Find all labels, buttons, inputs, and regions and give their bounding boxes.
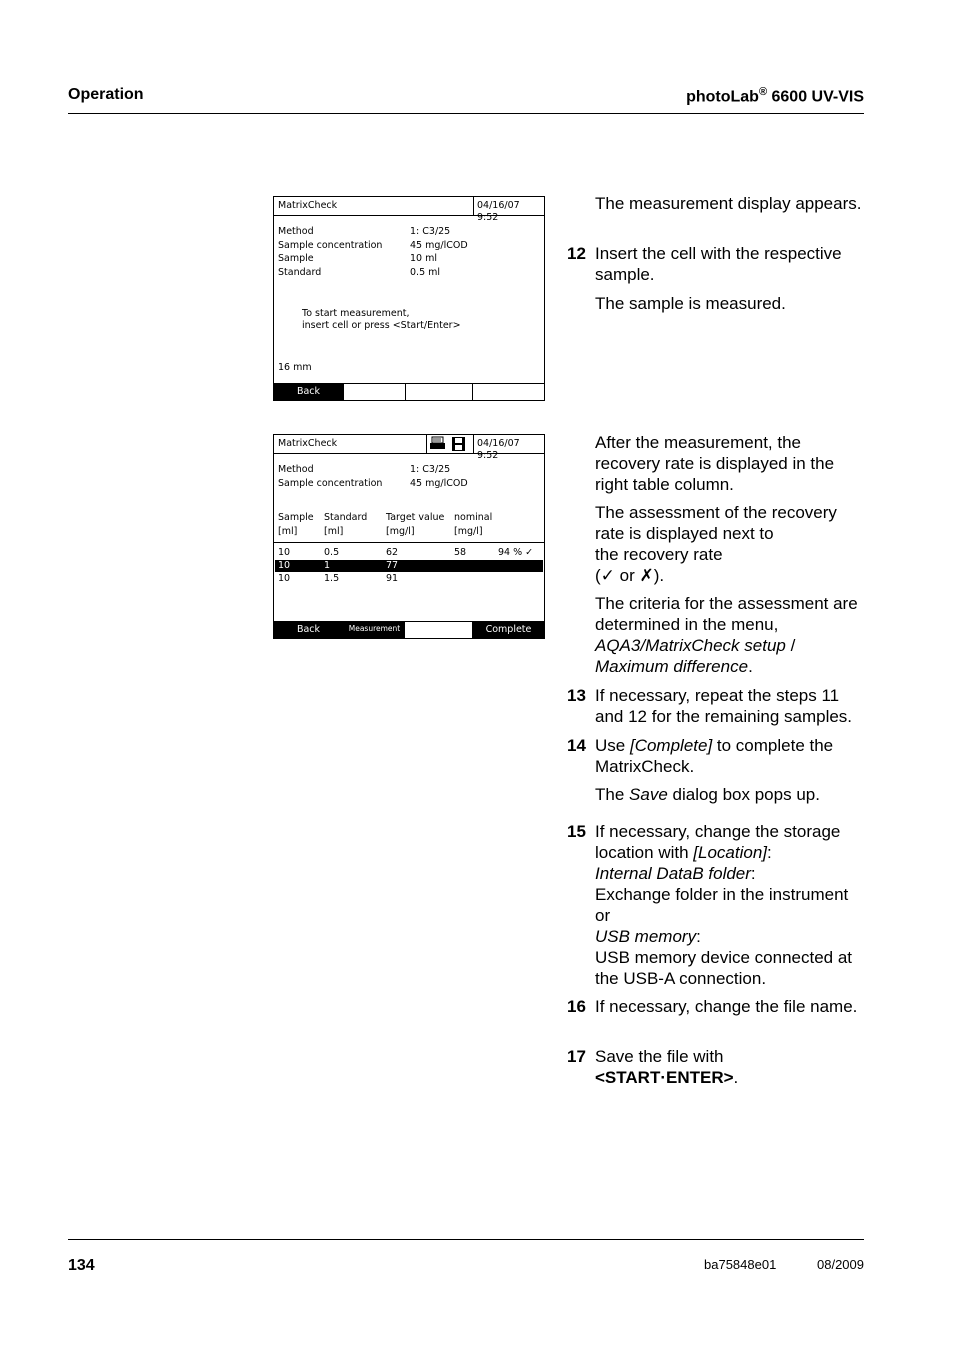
registered-mark: ® xyxy=(758,86,768,98)
dialog-ref: Save xyxy=(629,785,668,804)
table-row-selected[interactable] xyxy=(275,560,543,572)
cell-nominal: 58 xyxy=(454,547,467,558)
step-text xyxy=(595,1046,865,1088)
paragraph: The measurement display appears. xyxy=(595,194,862,213)
screen-title: MatrixCheck xyxy=(278,200,338,211)
softkey-bar xyxy=(274,383,544,400)
step-number: 14 xyxy=(567,736,586,755)
paragraph: After the measurement, the recovery rate is displayed in the right table column. xyxy=(595,433,835,494)
text: dialog box pops up. xyxy=(667,785,820,804)
paragraph xyxy=(595,784,865,805)
field-value: 1: C3/25 xyxy=(410,464,451,475)
step-number: 16 xyxy=(567,997,586,1016)
cell-standard: 0.5 xyxy=(324,547,340,558)
product-title xyxy=(686,86,864,106)
step-text xyxy=(595,821,865,989)
step-line xyxy=(595,821,865,863)
complete-softkey[interactable]: Complete xyxy=(473,622,544,638)
text: : xyxy=(767,843,772,862)
column-unit: [ml] xyxy=(278,526,298,537)
printer-icon[interactable] xyxy=(426,435,449,453)
column-header: Target value xyxy=(386,512,445,523)
option-ref: Internal DataB folder xyxy=(595,864,751,883)
field-value: 1: C3/25 xyxy=(410,226,451,237)
instruction-line: To start measurement, xyxy=(302,308,410,319)
field-label: Sample concentration xyxy=(278,478,383,489)
column-unit: [ml] xyxy=(324,526,344,537)
text: Use xyxy=(595,736,630,755)
field-label: Standard xyxy=(278,267,322,278)
column-unit: [mg/l] xyxy=(454,526,483,537)
menu-path: Maximum difference xyxy=(595,657,749,676)
text: . xyxy=(733,1068,739,1087)
footer-rule xyxy=(68,1239,864,1240)
text: The xyxy=(595,785,630,804)
field-label: Method xyxy=(278,226,314,237)
step-number: 15 xyxy=(567,822,586,841)
field-value: 45 mg/lCOD xyxy=(410,240,468,251)
paragraph xyxy=(595,502,865,586)
product-suffix: 6600 UV-VIS xyxy=(767,88,864,106)
product-prefix: photoLab xyxy=(686,88,759,106)
document-date: 08/2009 xyxy=(817,1257,864,1272)
text: . xyxy=(748,657,753,676)
cell-target: 91 xyxy=(386,573,399,584)
column-header: Standard xyxy=(324,512,368,523)
screen-title-bar xyxy=(274,197,544,223)
text: If necessary, change the storage location with xyxy=(595,822,841,862)
cell-size: 16 mm xyxy=(278,362,312,373)
document-id: ba75848e01 xyxy=(704,1257,777,1272)
step-line: Exchange folder in the instrument or xyxy=(595,885,849,925)
paragraph-line: (✓ or ✗). xyxy=(595,566,665,585)
screen-datetime-box xyxy=(473,197,544,223)
table-row[interactable] xyxy=(274,547,544,559)
softkey-ref: [Location] xyxy=(693,843,768,862)
text: : xyxy=(696,927,701,946)
step-line xyxy=(595,863,865,884)
screen-datetime-box xyxy=(473,435,544,461)
measurement-softkey[interactable]: Measurement xyxy=(344,622,406,638)
field-label: Sample xyxy=(278,253,314,264)
text: : xyxy=(750,864,756,883)
cell-recovery: 94 % ✓ xyxy=(498,547,534,558)
cell-standard: 1.5 xyxy=(324,573,340,584)
cell-sample: 10 xyxy=(278,560,291,571)
step-text: If necessary, change the file name. xyxy=(595,997,858,1016)
column-header: nominal xyxy=(454,512,493,523)
cell-target: 77 xyxy=(386,560,399,571)
step-text: Insert the cell with the respective sample. xyxy=(595,244,842,284)
screen-title-bar xyxy=(274,435,544,461)
text: The criteria for the assessment are determined in the menu, xyxy=(595,594,858,634)
table-row[interactable] xyxy=(274,573,544,585)
back-softkey[interactable]: Back xyxy=(274,384,344,400)
field-label: Method xyxy=(278,464,314,475)
step-number: 12 xyxy=(567,244,586,263)
column-header: Sample xyxy=(278,512,314,523)
text: to complete the MatrixCheck. xyxy=(595,736,834,776)
step-line: Save the file with xyxy=(595,1047,724,1066)
save-icon[interactable] xyxy=(448,435,470,453)
field-value: 45 mg/lCOD xyxy=(410,478,468,489)
step-number: 13 xyxy=(567,686,586,705)
cell-standard: 1 xyxy=(324,560,331,571)
step-line: USB memory device connected at the USB-A connection. xyxy=(595,948,853,988)
section-title: Operation xyxy=(68,86,144,103)
back-softkey[interactable]: Back xyxy=(274,622,344,638)
screen-measurement-display xyxy=(273,196,545,401)
softkey-empty[interactable] xyxy=(406,384,473,400)
key-ref: <START·ENTER> xyxy=(595,1068,734,1087)
option-ref: USB memory xyxy=(595,927,697,946)
paragraph-line: the recovery rate xyxy=(595,545,723,564)
paragraph xyxy=(595,593,865,677)
cell-sample: 10 xyxy=(278,573,291,584)
cell-target: 62 xyxy=(386,547,399,558)
softkey-empty[interactable] xyxy=(344,384,406,400)
page-number: 134 xyxy=(68,1257,95,1274)
softkey-empty[interactable] xyxy=(406,622,473,638)
table-divider xyxy=(274,542,544,543)
paragraph-line: The assessment of the recovery xyxy=(595,503,837,522)
step-line xyxy=(595,926,865,947)
screen-title: MatrixCheck xyxy=(278,438,338,449)
column-unit: [mg/l] xyxy=(386,526,415,537)
step-text xyxy=(595,735,865,777)
paragraph-line: rate is displayed next to xyxy=(595,524,774,543)
softkey-bar xyxy=(274,621,544,638)
header-rule xyxy=(68,113,864,114)
menu-path: AQA3/MatrixCheck setup xyxy=(595,636,786,655)
text: / xyxy=(785,636,796,655)
field-value: 0.5 ml xyxy=(410,267,441,278)
screen-recovery-result xyxy=(273,434,545,639)
field-value: 10 ml xyxy=(410,253,438,264)
instruction-line: insert cell or press <Start/Enter> xyxy=(302,320,461,331)
paragraph: The sample is measured. xyxy=(595,294,786,313)
step-text: If necessary, repeat the steps 11 and 12 for the remaining samples. xyxy=(595,686,853,726)
step-line xyxy=(595,1067,865,1088)
field-label: Sample concentration xyxy=(278,240,383,251)
step-number: 17 xyxy=(567,1047,586,1066)
screen-datetime: 04/16/07 9:52 xyxy=(477,438,520,461)
softkey-ref: [Complete] xyxy=(629,736,713,755)
cell-sample: 10 xyxy=(278,547,291,558)
screen-datetime: 04/16/07 9:52 xyxy=(477,200,520,223)
softkey-empty[interactable] xyxy=(473,384,544,400)
